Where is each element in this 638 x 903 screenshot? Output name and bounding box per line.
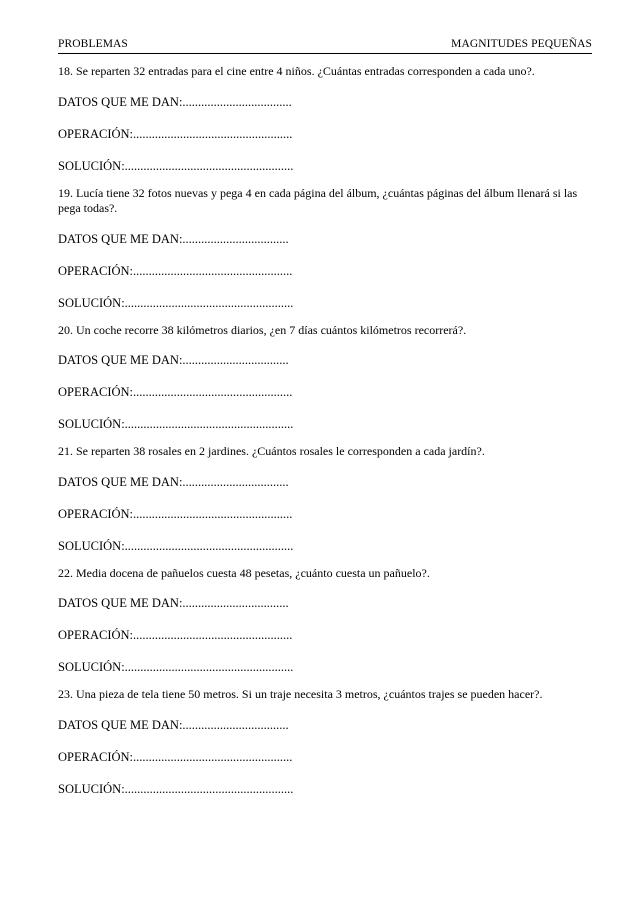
header-left-title: PROBLEMAS [58, 38, 128, 50]
solucion-line: SOLUCIÓN:...................................................... [58, 538, 294, 553]
problem-question: 23. Una pieza de tela tiene 50 metros. Si un traje necesita 3 metros, ¿cuántos trajes se pueden hacer?. [58, 687, 543, 701]
datos-line: DATOS QUE ME DAN:................................... [58, 94, 292, 109]
header-right-title: MAGNITUDES PEQUEÑAS [451, 38, 592, 50]
problem-question: 22. Media docena de pañuelos cuesta 48 pesetas, ¿cuánto cuesta un pañuelo?. [58, 565, 430, 580]
solucion-line: SOLUCIÓN:...................................................... [58, 781, 294, 796]
problem-question: 19. Lucía tiene 32 fotos nuevas y pega 4 en cada página del álbum, ¿cuántas páginas del álbum llenará si las pega todas?. [58, 185, 578, 215]
problem-20 [58, 323, 592, 433]
problem-22 [58, 566, 592, 676]
problem-18 [58, 64, 592, 174]
problem-23 [58, 687, 592, 797]
problem-question: 21. Se reparten 38 rosales en 2 jardines. ¿Cuántos rosales le corresponden a cada jardín?. [58, 444, 485, 458]
worksheet-page [58, 38, 592, 809]
operacion-line: OPERACIÓN:................................................... [58, 263, 293, 278]
datos-line: DATOS QUE ME DAN:.................................. [58, 596, 289, 610]
problem-question: 18. Se reparten 32 entradas para el cine entre 4 niños. ¿Cuántas entradas corresponden a cada uno?. [58, 64, 535, 78]
datos-line: DATOS QUE ME DAN:.................................. [58, 717, 289, 732]
solucion-line: SOLUCIÓN:...................................................... [58, 295, 294, 310]
datos-line: DATOS QUE ME DAN:.................................. [58, 231, 289, 246]
operacion-line: OPERACIÓN:................................................... [58, 628, 293, 642]
problem-19 [58, 186, 592, 311]
page-header [58, 38, 592, 54]
solucion-line: SOLUCIÓN:...................................................... [58, 158, 294, 173]
solucion-line: SOLUCIÓN:...................................................... [58, 417, 294, 431]
operacion-line: OPERACIÓN:................................................... [58, 385, 293, 399]
problem-question: 20. Un coche recorre 38 kilómetros diarios, ¿en 7 días cuántos kilómetros recorrerá?. [58, 322, 467, 337]
solucion-line: SOLUCIÓN:...................................................... [58, 660, 294, 674]
operacion-line: OPERACIÓN:................................................... [58, 126, 293, 141]
operacion-line: OPERACIÓN:................................................... [58, 506, 293, 521]
problem-21 [58, 444, 592, 554]
datos-line: DATOS QUE ME DAN:.................................. [58, 474, 289, 489]
operacion-line: OPERACIÓN:................................................... [58, 749, 293, 764]
problem-list [58, 64, 592, 797]
datos-line: DATOS QUE ME DAN:.................................. [58, 353, 289, 367]
